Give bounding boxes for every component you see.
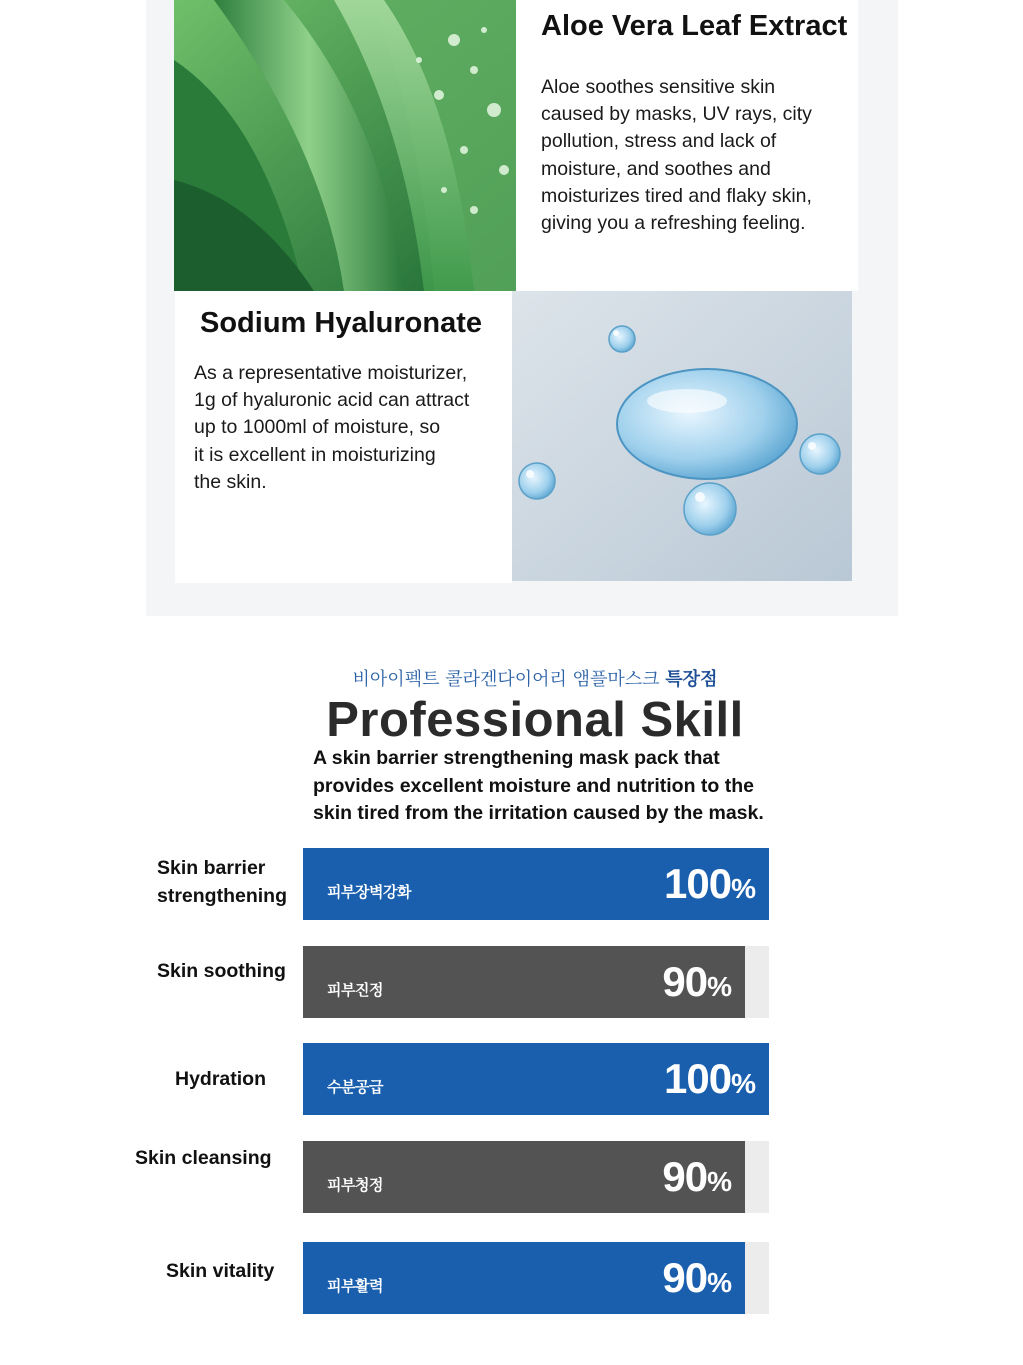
skill-percent: 100% — [664, 1055, 755, 1102]
water-drop-image — [512, 291, 852, 581]
skill-korean-label: 피부청정 — [327, 1176, 383, 1194]
aloe-vera-image — [174, 0, 516, 291]
skill-label: Skin vitality — [166, 1260, 275, 1282]
sodium-hyaluronate-title: Sodium Hyaluronate — [200, 307, 482, 339]
skill-track — [303, 1242, 769, 1314]
skill-percent: 90% — [662, 958, 731, 1005]
skill-percent: 100% — [664, 860, 755, 907]
skill-bar — [303, 848, 769, 920]
skill-label: Skin soothing — [157, 960, 286, 982]
skill-label: Hydration — [175, 1068, 267, 1090]
skill-label: Skin cleansing — [135, 1147, 272, 1169]
professional-skill-title: Professional Skill — [326, 693, 744, 747]
sodium-hyaluronate-description: As a representative moisturizer, 1g of hyaluronic acid can attract up to 1000ml of moisture, so it is excellent in moisturizing the skin. — [194, 362, 470, 493]
sodium-hyaluronate-card — [175, 291, 512, 583]
skill-korean-label: 수분공급 — [327, 1078, 383, 1096]
skill-bar — [303, 1043, 769, 1115]
skill-korean-label: 피부장벽강화 — [327, 883, 411, 901]
intro-text: A skin barrier strengthening mask pack that provides excellent moisture and nutrition to the skin tired from the irritation caused by the mask. — [313, 747, 764, 824]
skill-bar — [303, 946, 745, 1018]
skill-track — [303, 1141, 769, 1213]
skill-track — [303, 946, 769, 1018]
skill-korean-label: 피부진정 — [327, 981, 383, 999]
skill-percent: 90% — [662, 1153, 731, 1200]
skill-track — [303, 848, 769, 920]
aloe-vera-card — [516, 0, 858, 291]
korean-subtitle: 비아이펙트 콜라겐다이어리 앰플마스크 특장점 — [352, 669, 718, 690]
skill-label: Skin barrier strengthening — [157, 857, 287, 907]
skill-bar — [303, 1141, 745, 1213]
aloe-vera-title: Aloe Vera Leaf Extract — [541, 10, 848, 42]
skill-bar — [303, 1242, 745, 1314]
aloe-vera-description: Aloe soothes sensitive skin caused by masks, UV rays, city pollution, stress and lack of moisture, and soothes and moisturizes tired and flaky skin, giving you a refreshing feeling. — [541, 76, 812, 235]
skill-track — [303, 1043, 769, 1115]
skill-percent: 90% — [662, 1254, 731, 1301]
skill-korean-label: 피부활력 — [327, 1277, 383, 1295]
